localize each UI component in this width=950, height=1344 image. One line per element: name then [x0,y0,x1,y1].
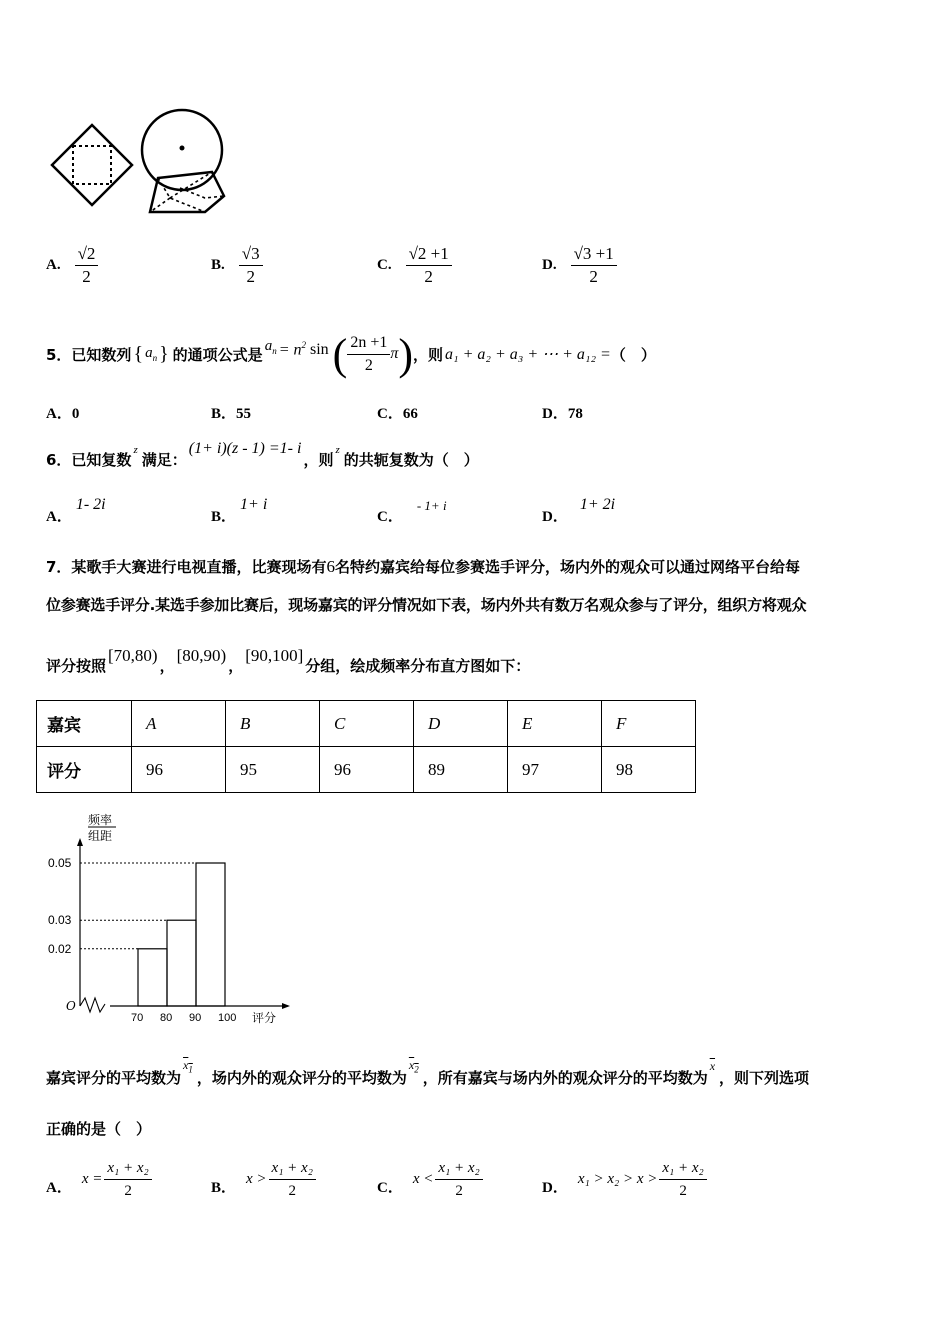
q7-line2: 位参赛选手评分.某选手参加比赛后，现场嘉宾的评分情况如下表，场内外共有数万名观众参与了评分，组织方将观众 [46,596,807,614]
base-block [150,172,224,212]
center-dot [180,146,185,151]
histogram-bar [167,920,196,1006]
guest-cell: B [226,701,320,747]
histogram-bar [196,863,225,1006]
x-tick-label: 90 [189,1012,202,1024]
q7-option-d[interactable]: D． x₁ > x₂ > x > $\frac{\text{x₁ + x₂}}{2}$ [542,1154,707,1204]
q7-line3: 评分按照 [70,80) ， [80,90) ， [90,100] 分组，绘成频率分布直方图如下： [46,646,531,675]
y-axis-label-denominator: 组距 [88,829,113,843]
q6-option-b[interactable]: B． 1+ i [211,496,268,525]
row-label-score: 评分 [37,747,132,793]
y-tick-label: 0.02 [48,941,72,956]
q6-option-c[interactable]: C． - 1+ i [377,498,447,525]
guest-cell: C [320,701,414,747]
q5-option-a[interactable]: A．0 [46,406,80,422]
q7-option-a[interactable]: A． x = $\frac{\text{x₁ + x₂}}{2}$ [46,1154,152,1204]
front-view-dotted-square [73,146,111,184]
three-view-figure [40,98,240,218]
x-tick-label: 70 [131,1012,144,1024]
judge-score-table [36,700,696,793]
frequency-histogram [40,808,300,1030]
front-view-square [52,125,132,205]
row-label-guest: 嘉宾 [37,701,132,747]
q7-option-c[interactable]: C． x < $\frac{\text{x₁ + x₂}}{2}$ [377,1154,483,1204]
x-tick-label: 100 [218,1012,237,1024]
y-axis-arrow [77,838,83,846]
guest-cell: D [414,701,508,747]
q5-option-d[interactable]: D．78 [542,406,583,422]
q7-line1: 7．某歌手大赛进行电视直播，比赛现场有6名特约嘉宾给每位参赛选手评分，场内外的观众可以通过网络平台给每 [46,557,800,576]
score-cell: 97 [508,747,602,793]
q5-stem: 5．已知数列 { $a_n$ } 的通项公式是 $a_n$ = $n^2$ sin ( $\frac{2n +1}{2}$ π ) ，则 a₁ + a₂ + a₃ + ⋯ + a₁₂ = （ ） [46,329,656,379]
score-cell: 95 [226,747,320,793]
q4-option-b[interactable]: B. $\frac{√3}{2}$ [211,235,263,295]
q7-line5: 正确的是（ ） [46,1120,152,1138]
y-tick-label: 0.03 [48,913,72,928]
q6-option-a[interactable]: A． 1- 2i [46,496,106,525]
guest-cell: A [132,701,226,747]
y-tick-label: 0.05 [48,856,72,870]
q4-option-d[interactable]: D. $\frac{√3 +1}{2}$ [542,235,617,295]
table-row [37,701,696,747]
table-row [37,747,696,793]
score-cell: 96 [320,747,414,793]
score-cell: 98 [602,747,696,793]
q4-option-a[interactable]: A. $\frac{√2}{2}$ [46,235,98,295]
q7-option-b[interactable]: B． x > $\frac{\text{x₁ + x₂}}{2}$ [211,1154,316,1204]
q6-option-d[interactable]: D． 1+ 2i [542,496,616,525]
x-tick-label: 80 [160,1012,173,1024]
axis-break-squiggle [80,998,105,1012]
q5-option-c[interactable]: C．66 [377,406,418,422]
guest-cell: F [602,701,696,747]
x-axis-label: 评分 [252,1011,277,1025]
q4-option-c[interactable]: C. $\frac{√2 +1}{2}$ [377,235,452,295]
histogram-bar [138,949,167,1006]
q5-option-b[interactable]: B．55 [211,406,252,422]
q6-stem: 6．已知复数 z 满足： (1+ i)(z - 1) =1- i ，则 z 的共轭复数为（ ） [46,440,479,469]
x-axis-arrow [282,1003,290,1009]
origin-label: O [66,999,76,1013]
score-cell: 89 [414,747,508,793]
y-axis-label-numerator: 频率 [88,813,113,827]
guest-cell: E [508,701,602,747]
q7-line4: 嘉宾评分的平均数为 $x_1$ ，场内外的观众评分的平均数为 $x_2$ ，所有嘉宾与场内外的观众评分的平均数为 $\overline{x}$ ，则下列选项 [46,1057,810,1087]
score-cell: 96 [132,747,226,793]
